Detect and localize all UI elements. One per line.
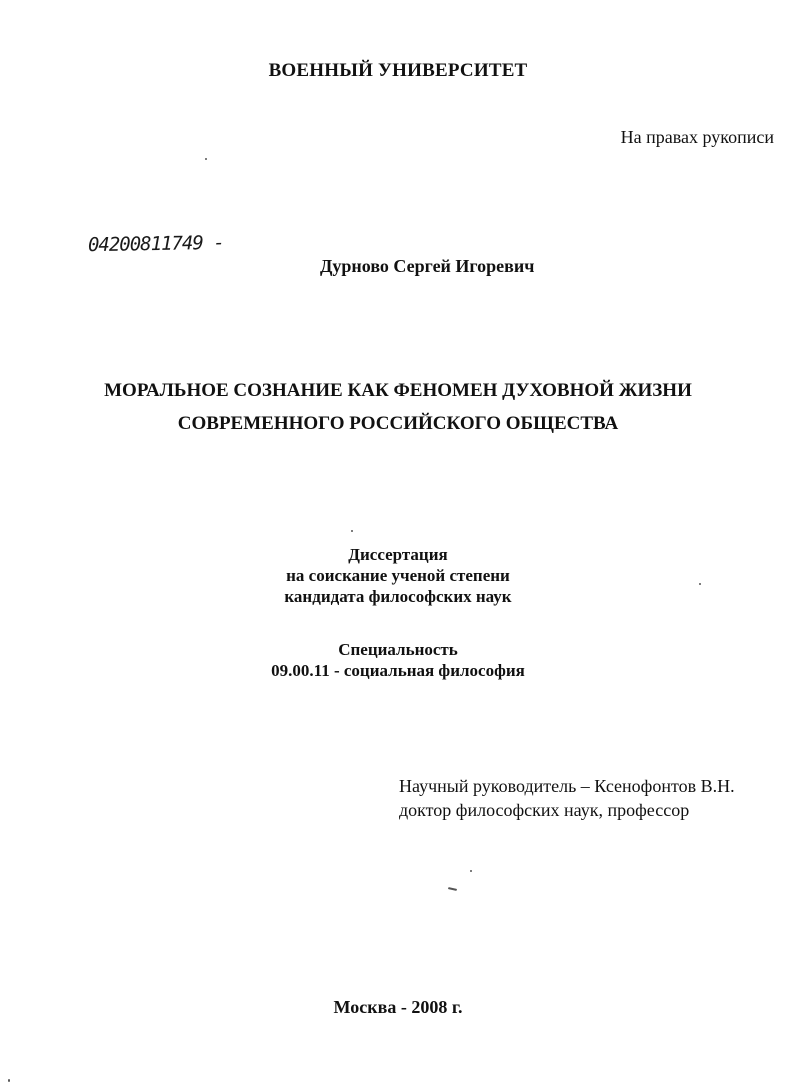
title-line-1: МОРАЛЬНОЕ СОЗНАНИЕ КАК ФЕНОМЕН ДУХОВНОЙ ЖИЗНИ xyxy=(104,380,692,401)
scan-speck xyxy=(351,530,353,532)
document-type: Диссертация xyxy=(348,545,448,564)
scan-speck xyxy=(8,1079,10,1082)
scan-speck xyxy=(205,158,207,160)
city-year: Москва - 2008 г. xyxy=(333,997,463,1017)
author-name: Дурново Сергей Игоревич xyxy=(320,256,535,276)
supervisor-degree: доктор философских наук, профессор xyxy=(399,800,690,820)
rights-note: На правах рукописи xyxy=(620,127,774,147)
institution-name: ВОЕННЫЙ УНИВЕРСИТЕТ xyxy=(268,60,528,81)
degree-name: кандидата философских наук xyxy=(284,587,512,606)
specialty-code: 09.00.11 - социальная философия xyxy=(271,661,525,680)
supervisor-name: Научный руководитель – Ксенофонтов В.Н. xyxy=(399,776,735,796)
scan-speck xyxy=(448,887,457,891)
archive-number-handwritten: 04200811749 - xyxy=(87,231,224,257)
title-line-2: СОВРЕМЕННОГО РОССИЙСКОГО ОБЩЕСТВА xyxy=(177,413,619,434)
specialty-label: Специальность xyxy=(338,640,458,659)
scan-speck xyxy=(699,583,701,585)
scan-speck xyxy=(470,870,472,872)
degree-for: на соискание ученой степени xyxy=(286,566,510,585)
